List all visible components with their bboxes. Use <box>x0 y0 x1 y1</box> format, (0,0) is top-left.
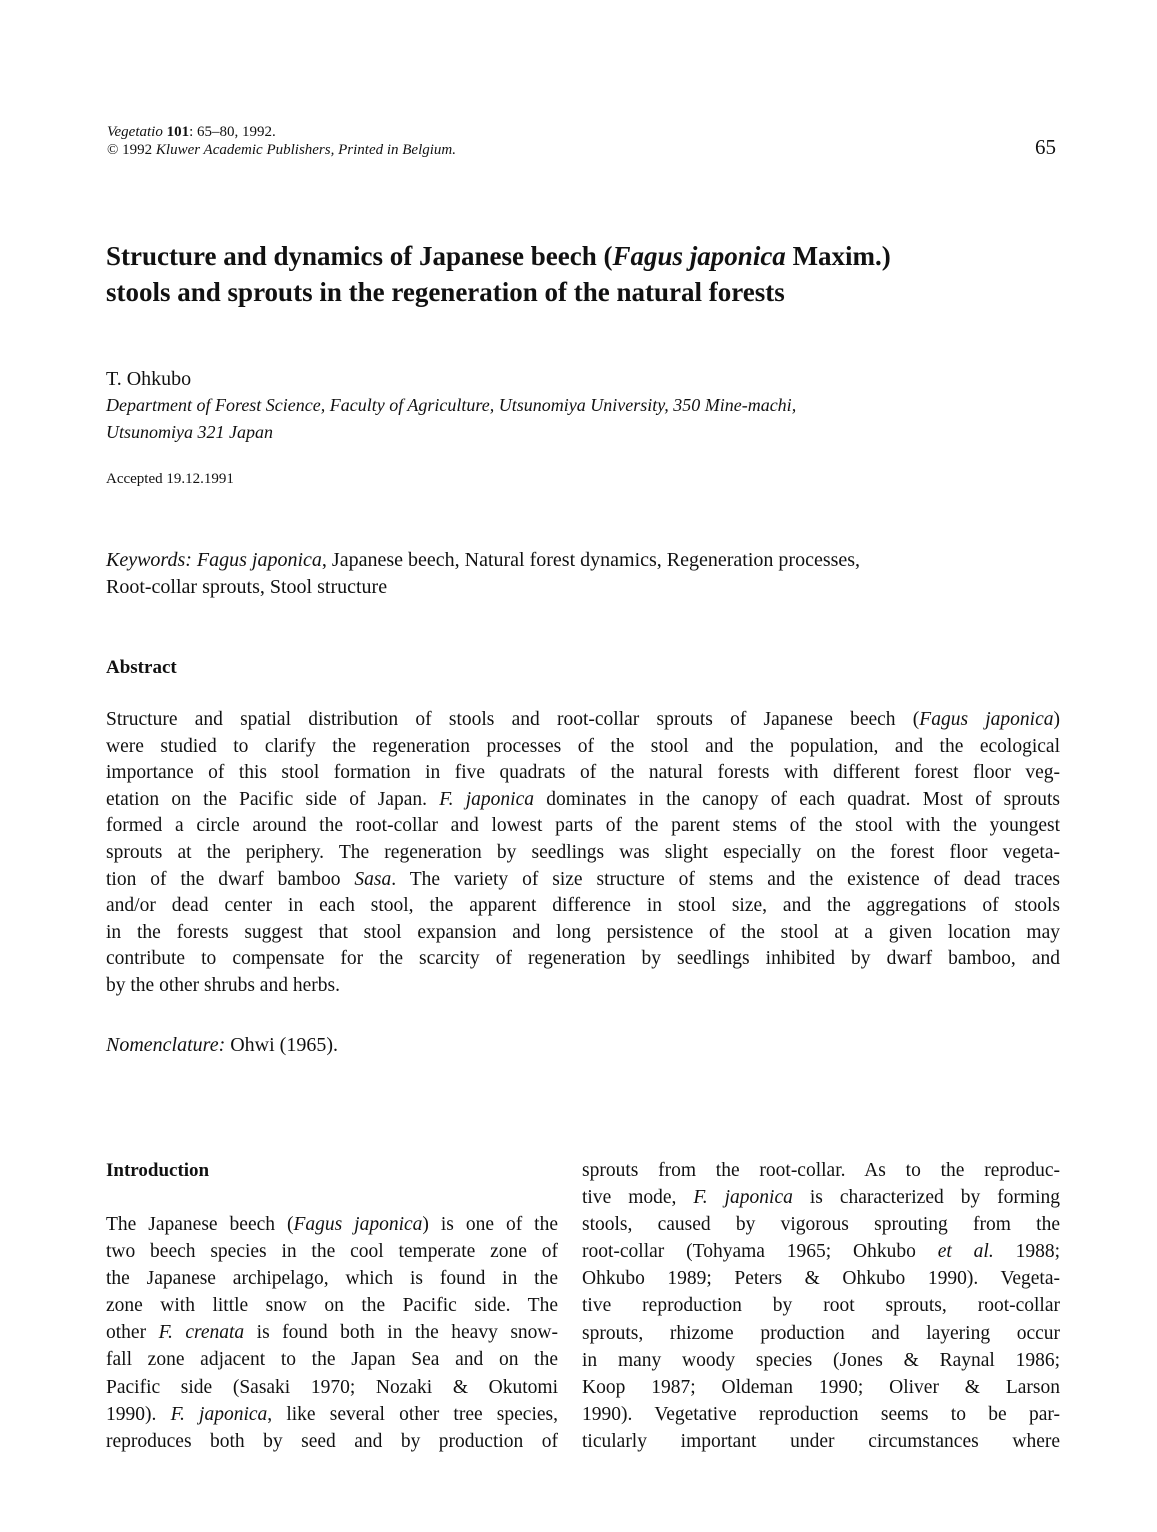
introduction-heading: Introduction <box>106 1160 210 1181</box>
keywords: Keywords: Fagus japonica, Japanese beech, Natural forest dynamics, Regeneration processes, Root-collar sprouts, Stool structure <box>106 549 861 598</box>
abstract-heading: Abstract <box>106 657 177 678</box>
abstract-body: Structure and spatial distribution of stools and root-collar sprouts of Japanese beech (Fagus japonica) were studied to clarify the regeneration processes of the stool and the population, and the ecological importance of this stool formation in five quadrats of the natural forests with different forest floor veg- etation on the Pacific side of Japan. F. japonica dominates in the canopy of each quadrat. Most of sprouts formed a circle around the root-collar and lowest parts of the parent stems of the stool with the youngest sprouts at the periphery. The regeneration by seedlings was slight especially on the forest floor vegeta- tion of the dwarf bamboo Sasa. The variety of size structure of stems and the existence of dead traces and/or dead center in each stool, the apparent difference in stool size, and the aggregations of stools in the forests suggest that stool expansion and long persistence of the stool at a given location may contribute to compensate for the scarcity of regeneration by seedlings inhibited by dwarf bamboo, and by the other shrubs and herbs. <box>106 709 1061 996</box>
journal-line-1: Vegetatio 101: 65–80, 1992. <box>107 124 276 140</box>
keywords-label: Keywords: Fagus japonica <box>106 549 322 571</box>
title-line-1: Structure and dynamics of Japanese beech (Fagus japonica Maxim.) <box>106 241 891 271</box>
page-number: 65 <box>1035 135 1056 159</box>
title-line-2: stools and sprouts in the regeneration of the natural forests <box>106 277 785 307</box>
introduction-right-column: sprouts from the root-collar. As to the reproduc- tive mode, F. japonica is characterized by forming stools, caused by vigorous sprouting from the root-collar (Tohyama 1965; Ohkubo et al. 1988; Ohkubo 1989; Peters & Ohkubo 1990). Vegeta- tive reproduction by root sprouts, root-collar sprouts, rhizome production and layering occur in many woody species (Jones & Raynal 1986; Koop 1987; Oldeman 1990; Oliver & Larson 1990). Vegetative reproduction seems to be par- ticularly important under circumstances where <box>582 1160 1060 1452</box>
nomenclature: Nomenclature: Ohwi (1965). <box>106 1034 338 1056</box>
journal-citation <box>107 123 456 159</box>
accepted-date: Accepted 19.12.1991 <box>106 471 234 487</box>
author-affiliation: Department of Forest Science, Faculty of Agriculture, Utsunomiya University, 350 Mine-machi, Utsunomiya 321 Japan <box>106 395 797 442</box>
introduction-left-column: The Japanese beech (Fagus japonica) is one of the two beech species in the cool temperate zone of the Japanese archipelago, which is found in the zone with little snow on the Pacific side. The other F. crenata is found both in the heavy snow- fall zone adjacent to the Japan Sea and on the Pacific side (Sasaki 1970; Nozaki & Okutomi 1990). F. japonica, like several other tree species, reproduces both by seed and by production of <box>106 1214 558 1452</box>
journal-line-2: © 1992 Kluwer Academic Publishers, Printed in Belgium. <box>107 142 457 158</box>
author-name: T. Ohkubo <box>106 368 192 390</box>
paper-title <box>106 238 1066 310</box>
